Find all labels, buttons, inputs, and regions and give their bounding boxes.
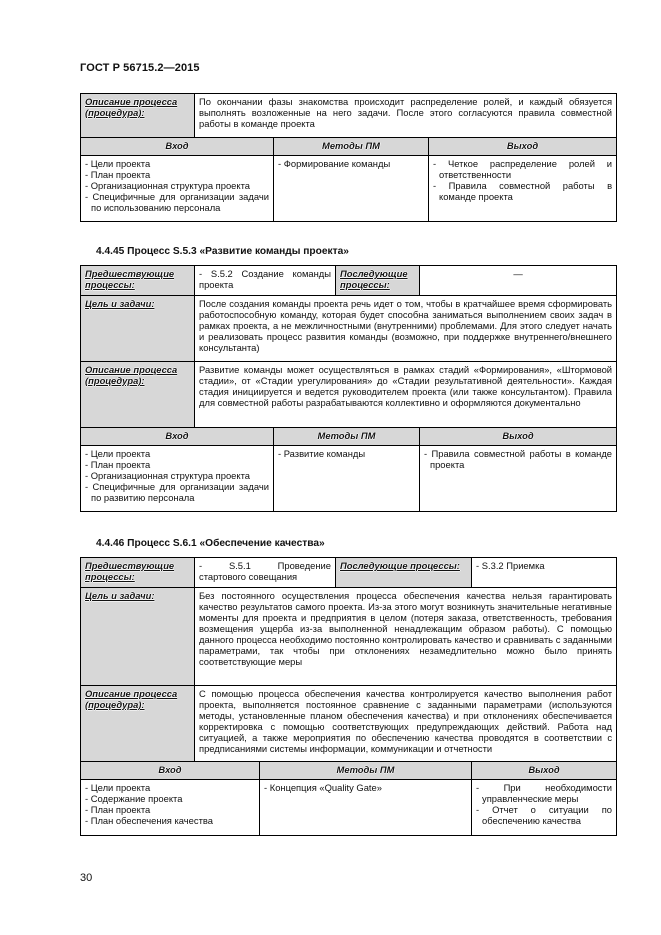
list-item: - Развитие команды [278,448,366,459]
methods-list [274,156,429,222]
output-list [429,156,617,222]
list-item: - Формирование команды [278,158,391,169]
list-item: - Цели проекта [85,448,151,459]
description-label-cell [81,94,195,138]
list-item: - Цели проекта [85,782,151,793]
list-item: - Организационная структура проекта [85,180,250,191]
description-text: По окончании фазы знакомства происходит распределение ролей, и каждый обязуется выполнять возложенные на него задачи. После этого согласуются правила совместной работы в команде проекта [195,94,617,138]
description-label: Описание процесса (процедура): [85,96,178,118]
header-methods-cell [274,138,429,156]
list-item: - Организационная структура проекта [85,470,250,481]
input-list [81,446,274,512]
process-table-s-5-3 [80,265,617,512]
description-label-cell [81,362,195,428]
list-item: - Специфичные для организации задачи по развитию персонала [85,481,269,503]
list-item: - Специфичные для организации задачи по использованию персонала [85,191,269,213]
successor-label: Последующие процессы: [340,560,460,571]
description-text: С помощью процесса обеспечения качества контролируется качество выполнения работ проекта, выполняется постоянное сравнение с заданными параметрами (используются методы, установленные планом обеспечения качества) и при отклонениях обеспечивается корректировка с помощью соответствующих предупреждающих действий. Работа над ситуацией, а также мероприятия по обеспечению качества проводятся в соответствии с предписаниями системы информации, коммуникации и отчетности [195,686,617,762]
header-output-cell [472,762,617,780]
header-input-cell [81,762,260,780]
list-item: - План проекта [85,804,151,815]
methods-list [274,446,420,512]
successor-label: Последующие процессы: [340,268,408,290]
standard-header: ГОСТ Р 56715.2—2015 [80,62,200,74]
header-methods: Методы ПМ [336,764,395,775]
description-label: Описание процесса (процедура): [85,688,178,710]
section-heading-4-4-46: 4.4.46 Процесс S.6.1 «Обеспечение качества» [96,538,325,549]
input-list [81,156,274,222]
description-text: Развитие команды может осуществляться в рамках стадий «Формирования», «Штормовой стадии», от «Стадии урегулирования» до «Стадии результативной деятельности». Каждая стадия инициируется и ведется руководителем проекта (или также консультантом). Правила для совместной работы разрабатываются коллективно и оформляются документально [195,362,617,428]
predecessor-label: Предшествующие процессы: [85,268,175,290]
list-item: - При необходимости управленческие меры [476,782,613,804]
successor-value: — [420,266,617,296]
successor-value: - S.3.2 Приемка [472,558,617,588]
goal-label-cell [81,588,195,686]
header-methods: Методы ПМ [322,140,380,151]
predecessor-label-cell [81,266,195,296]
header-input: Вход [165,140,189,151]
process-table-continued [80,93,617,222]
list-item: - Четкое распределение ролей и ответственности [433,158,613,180]
successor-label-cell [336,558,472,588]
header-output: Выход [506,140,539,151]
header-methods-cell [274,428,420,446]
list-item: - План проекта [85,169,151,180]
list-item: - Отчет о ситуации по обеспечению качества [476,804,613,826]
output-list [420,446,617,512]
header-methods-cell [260,762,472,780]
header-output-cell [420,428,617,446]
header-output: Выход [502,430,534,441]
input-list [81,780,260,836]
goal-text: Без постоянного осуществления процесса обеспечения качества нельзя гарантировать качество результатов самого проекта. Из-за этого могут возникнуть значительные негативные моменты для проекта и предприятия в целом (потеря заказа, ответственность, требования возмещения ущерба из-за выполненной ненадлежащим образом работы). С помощью данного процесса необходимо постоянно контролировать качество и сравнивать с заданными параметрами, так чтобы при отклонениях незамедлительно можно было принять соответствующие меры [195,588,617,686]
page-number: 30 [80,872,93,884]
header-output-cell [429,138,617,156]
goal-label: Цель и задачи: [85,590,155,601]
list-item: - Концепция «Quality Gate» [264,782,382,793]
header-input: Вход [165,430,189,441]
header-methods: Методы ПМ [317,430,376,441]
list-item: - Цели проекта [85,158,151,169]
list-item: - Правила совместной работы в команде проекта [433,180,613,202]
description-label: Описание процесса (процедура): [85,364,178,386]
list-item: - План обеспечения качества [85,815,213,826]
predecessor-label-cell [81,558,195,588]
methods-list [260,780,472,836]
section-heading-4-4-45: 4.4.45 Процесс S.5.3 «Развитие команды проекта» [96,246,349,257]
header-input: Вход [158,764,182,775]
list-item: - Правила совместной работы в команде проекта [424,448,613,470]
header-input-cell [81,428,274,446]
goal-label: Цель и задачи: [85,298,155,309]
goal-label-cell [81,296,195,362]
output-list [472,780,617,836]
process-table-s-6-1 [80,557,617,836]
predecessor-value: - S.5.2 Создание команды проекта [195,266,336,296]
list-item: - Содержание проекта [85,793,183,804]
predecessor-value: - S.5.1 Проведение стартового совещания [195,558,336,588]
header-input-cell [81,138,274,156]
list-item: - План проекта [85,459,151,470]
description-label-cell [81,686,195,762]
goal-text: После создания команды проекта речь идет о том, чтобы в кратчайшее время сформировать работоспособную команду, которая будет способна заниматься выполнением своих задач в рамках проекта, а не межличностными (внутренними) проблемами. Для этого следует начать и реализовать процесс развития команды (возможно, при поддержке внутреннего/внешнего консультанта) [195,296,617,362]
successor-label-cell [336,266,420,296]
header-output: Выход [528,764,560,775]
predecessor-label: Предшествующие процессы: [85,560,175,582]
